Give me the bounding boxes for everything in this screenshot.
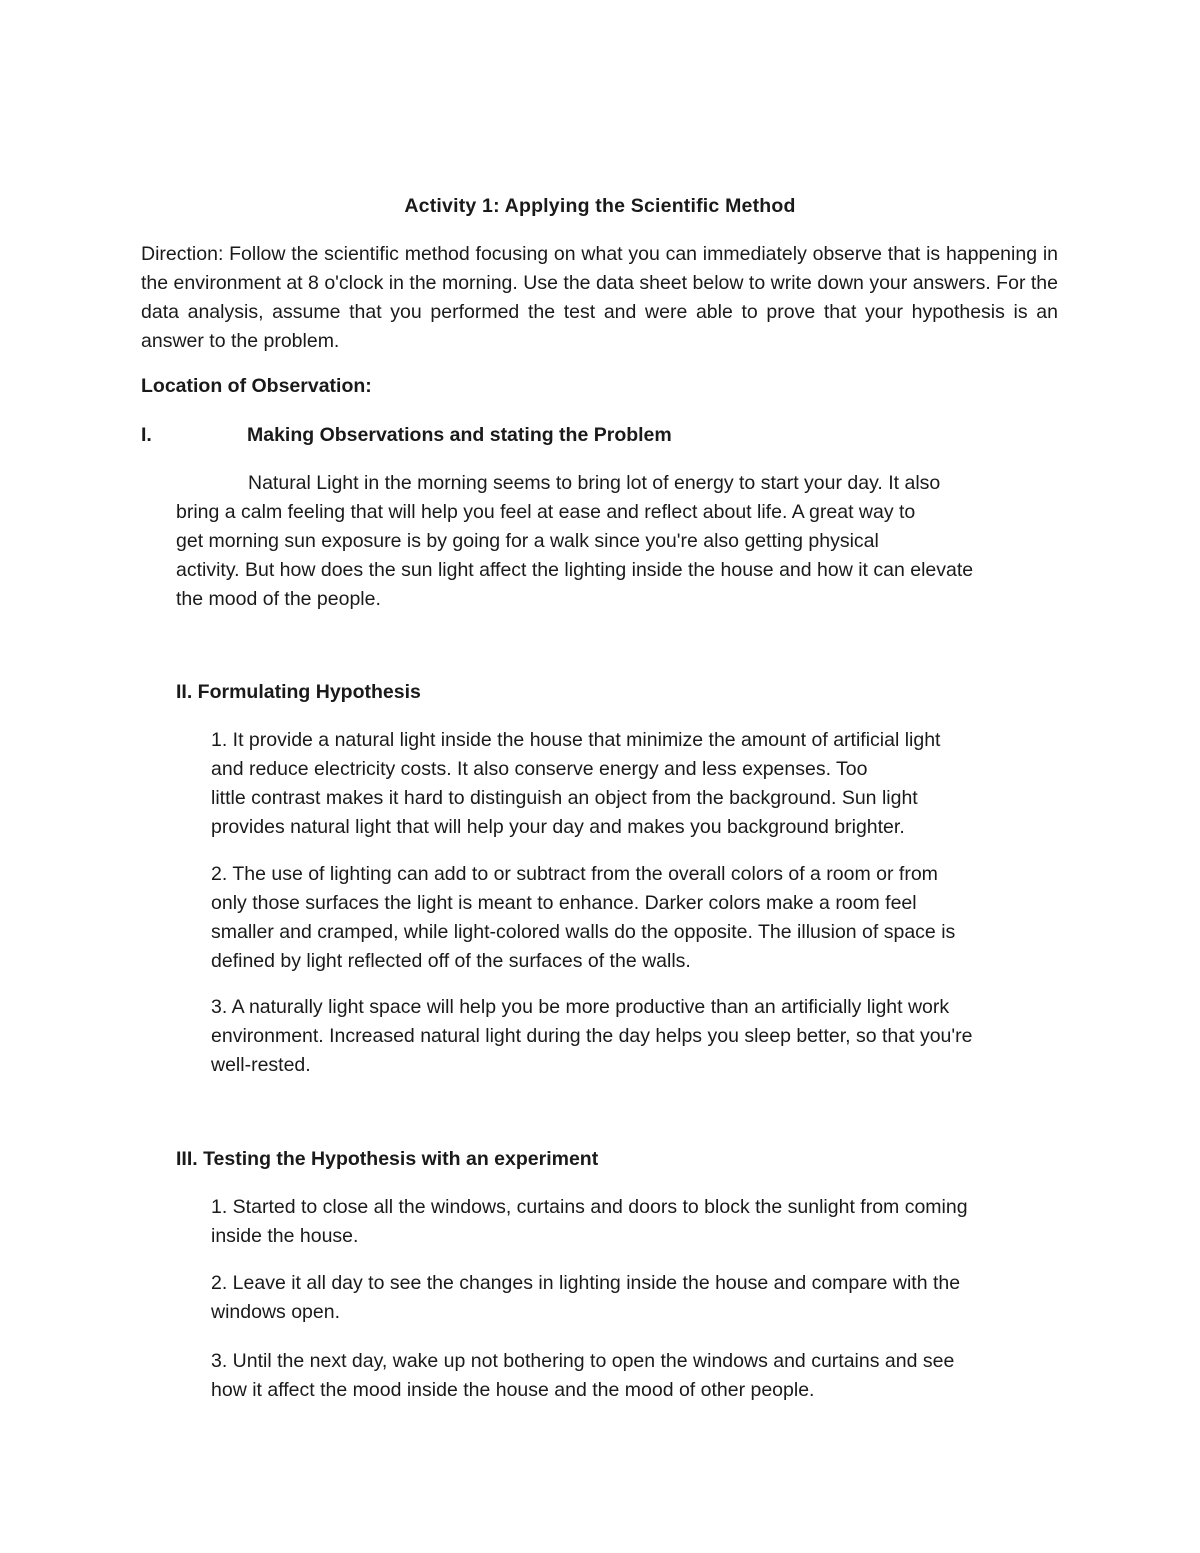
paragraph-line: the mood of the people. — [176, 588, 381, 610]
item-line: environment. Increased natural light during the day helps you sleep better, so that you're — [211, 1025, 973, 1047]
paragraph-line: get morning sun exposure is by going for a walk since you're also getting physical — [176, 530, 879, 552]
experiment-item-2 — [211, 1269, 1071, 1327]
item-line: 3. A naturally light space will help you be more productive than an artificially light work — [211, 996, 950, 1018]
hypothesis-item-3 — [211, 993, 1071, 1080]
paragraph-line: Natural Light in the morning seems to bring lot of energy to start your day. It also — [248, 472, 941, 494]
location-label: Location of Observation: — [141, 375, 372, 397]
document-title: Activity 1: Applying the Scientific Method — [404, 195, 796, 217]
experiment-item-1 — [211, 1193, 1071, 1251]
item-line: windows open. — [211, 1301, 340, 1323]
hypothesis-item-2 — [211, 860, 1071, 976]
section-1-title: Making Observations and stating the Problem — [247, 424, 672, 446]
item-line: defined by light reflected off of the surfaces of the walls. — [211, 950, 691, 972]
item-line: little contrast makes it hard to distinguish an object from the background. Sun light — [211, 787, 918, 809]
item-line: only those surfaces the light is meant to enhance. Darker colors make a room feel — [211, 892, 917, 914]
item-line: 1. It provide a natural light inside the house that minimize the amount of artificial light — [211, 729, 941, 751]
item-line: provides natural light that will help your day and makes you background brighter. — [211, 816, 905, 838]
direction-paragraph: Direction: Follow the scientific method focusing on what you can immediately observe that is happening in the environment at 8 o'clock in the morning. Use the data sheet below to write down your answers. For the data analysis, assume that you performed the test and were able to prove that your hypothesis is an answer to the problem. — [141, 243, 1058, 352]
item-line: 1. Started to close all the windows, curtains and doors to block the sunlight from coming — [211, 1196, 968, 1218]
experiment-item-3 — [211, 1347, 1071, 1405]
item-line: and reduce electricity costs. It also conserve energy and less expenses. Too — [211, 758, 868, 780]
item-line: smaller and cramped, while light-colored walls do the opposite. The illusion of space is — [211, 921, 956, 943]
section-1-paragraph — [176, 469, 1076, 498]
item-line: 2. Leave it all day to see the changes in lighting inside the house and compare with the — [211, 1272, 961, 1294]
hypothesis-item-1 — [211, 726, 1071, 842]
item-line: 2. The use of lighting can add to or subtract from the overall colors of a room or from — [211, 863, 938, 885]
section-1-number: I. — [141, 424, 152, 446]
section-2-title: II. Formulating Hypothesis — [176, 681, 421, 703]
paragraph-line: activity. But how does the sun light affect the lighting inside the house and how it can elevate — [176, 559, 974, 581]
item-line: well-rested. — [211, 1054, 311, 1076]
item-line: inside the house. — [211, 1225, 359, 1247]
item-line: 3. Until the next day, wake up not bothering to open the windows and curtains and see — [211, 1350, 955, 1372]
paragraph-line: bring a calm feeling that will help you feel at ease and reflect about life. A great way to — [176, 501, 916, 523]
item-line: how it affect the mood inside the house and the mood of other people. — [211, 1379, 815, 1401]
section-3-title: III. Testing the Hypothesis with an experiment — [176, 1148, 599, 1170]
section-1-paragraph-cont — [176, 498, 1076, 614]
